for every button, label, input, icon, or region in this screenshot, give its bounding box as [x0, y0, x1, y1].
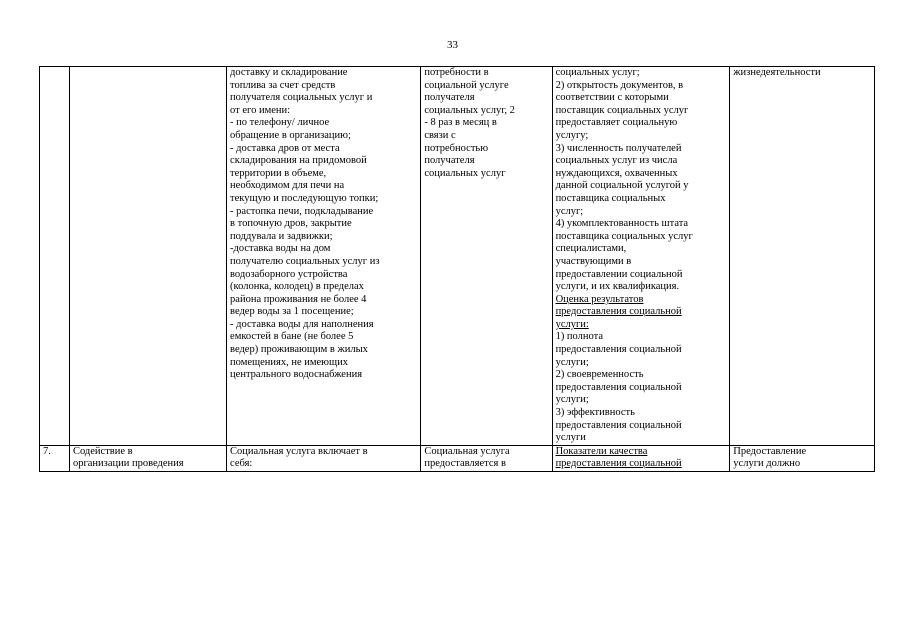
- table-row: [40, 445, 875, 471]
- service-name-cell: [69, 67, 226, 446]
- service-description-cell: доставку и складирование топлива за счет средств получателя социальных услуг и от его имени: - по телефону/ личное обращение в организацию; - доставка дров от места складирования на придомовой территории в объеме, необходимом для печи на текущую и последующую топки; - растопка печи, подкладывание в топочную дров, закрытие поддувала и задвижки; -доставка воды на дом получателю социальных услуг из водозаборного устройства (колонка, колодец) в пределах района проживания не более 4 ведер воды за 1 посещение; - доставка воды для наполнения емкостей в бане (не более 5 ведер) проживающим в жилых помещениях, не имеющих центрального водоснабжения: [227, 67, 421, 446]
- conditions-cell: Предоставление услуги должно: [730, 445, 875, 471]
- service-term-cell: потребности в социальной услуге получателя социальных услуг, 2 - 8 раз в месяц в связи с потребностью получателя социальных услуг: [421, 67, 552, 446]
- service-name-cell: Содействие в организации проведения: [69, 445, 226, 471]
- page-number: 33: [447, 39, 458, 51]
- services-table: [39, 66, 875, 472]
- service-term-cell: Социальная услуга предоставляется в: [421, 445, 552, 471]
- quality-indicators-cell: Показатели качества предоставления социальной: [552, 445, 730, 471]
- conditions-cell: жизнедеятельности: [730, 67, 875, 446]
- row-number-cell: 7.: [40, 445, 70, 471]
- results-heading: Оценка результатов: [555, 293, 644, 305]
- row-number-cell: [40, 67, 70, 446]
- indicators-heading: Показатели качества: [555, 445, 648, 457]
- table-row: [40, 67, 875, 446]
- quality-indicators-cell: социальных услуг; 2) открытость документов, в соответствии с которыми поставщик социальных услуг предоставляет социальную услугу; 3) численность получателей социальных услуг из числа нуждающихся, охваченных данной социальной услугой у поставщика социальных услуг; 4) укомплектованность штата поставщика социальных услуг специалистами, участвующими в предоставлении социальной услуги, и их квалификация. Оценка результатов предоставления социальной услуги: 1) полнота предоставления социальной услуги; 2) своевременность предоставления социальной услуги; 3) эффективность предоставления социальной услуги: [552, 67, 730, 446]
- service-description-cell: Социальная услуга включает в себя:: [227, 445, 421, 471]
